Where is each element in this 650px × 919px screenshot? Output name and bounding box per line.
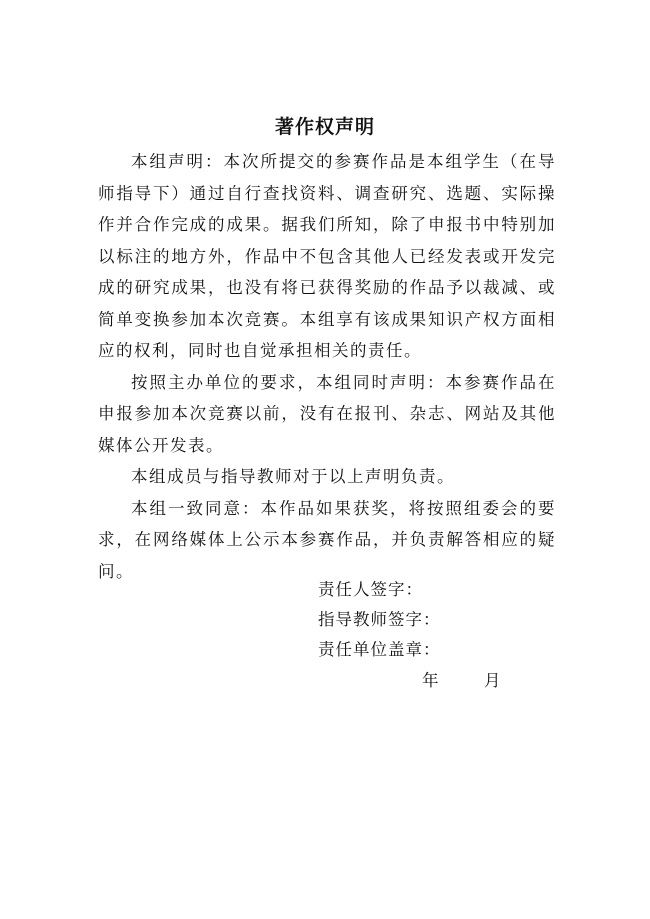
document-title: 著作权声明	[274, 116, 375, 138]
paragraph-responsibility: 本组成员与指导教师对于以上声明负责。	[131, 467, 455, 486]
date-line	[422, 666, 501, 696]
responsible-person-signature-label: 责任人签字：	[318, 580, 423, 599]
signature-block	[318, 575, 441, 665]
paragraph-consent: 本组一致同意：本作品如果获奖，将按照组委会的要求，在网络媒体上公示本参赛作品，并负责解答相应的疑问。	[98, 498, 556, 581]
advisor-signature-label: 指导教师签字：	[318, 610, 441, 629]
declaration-body	[98, 146, 556, 587]
paragraph-declaration: 本组声明：本次所提交的参赛作品是本组学生（在导师指导下）通过自行查找资料、调查研究、选题、实际操作并合作完成的成果。据我们所知，除了申报书中特别加以标注的地方外，作品中不包含其他人已经发表或开发完成的研究成果，也没有将已获得奖励的作品予以裁减、或简单变换参加本次竞赛。本组享有该成果知识产权方面相应的权利，同时也自觉承担相关的责任。	[98, 152, 556, 360]
paragraph-no-prior-publication: 按照主办单位的要求，本组同时声明：本参赛作品在申报参加本次竞赛以前，没有在报刊、杂志、网站及其他媒体公开发表。	[98, 372, 556, 455]
month-label: 月	[484, 671, 501, 690]
unit-seal-label: 责任单位盖章：	[318, 640, 441, 659]
year-label: 年	[422, 671, 439, 690]
